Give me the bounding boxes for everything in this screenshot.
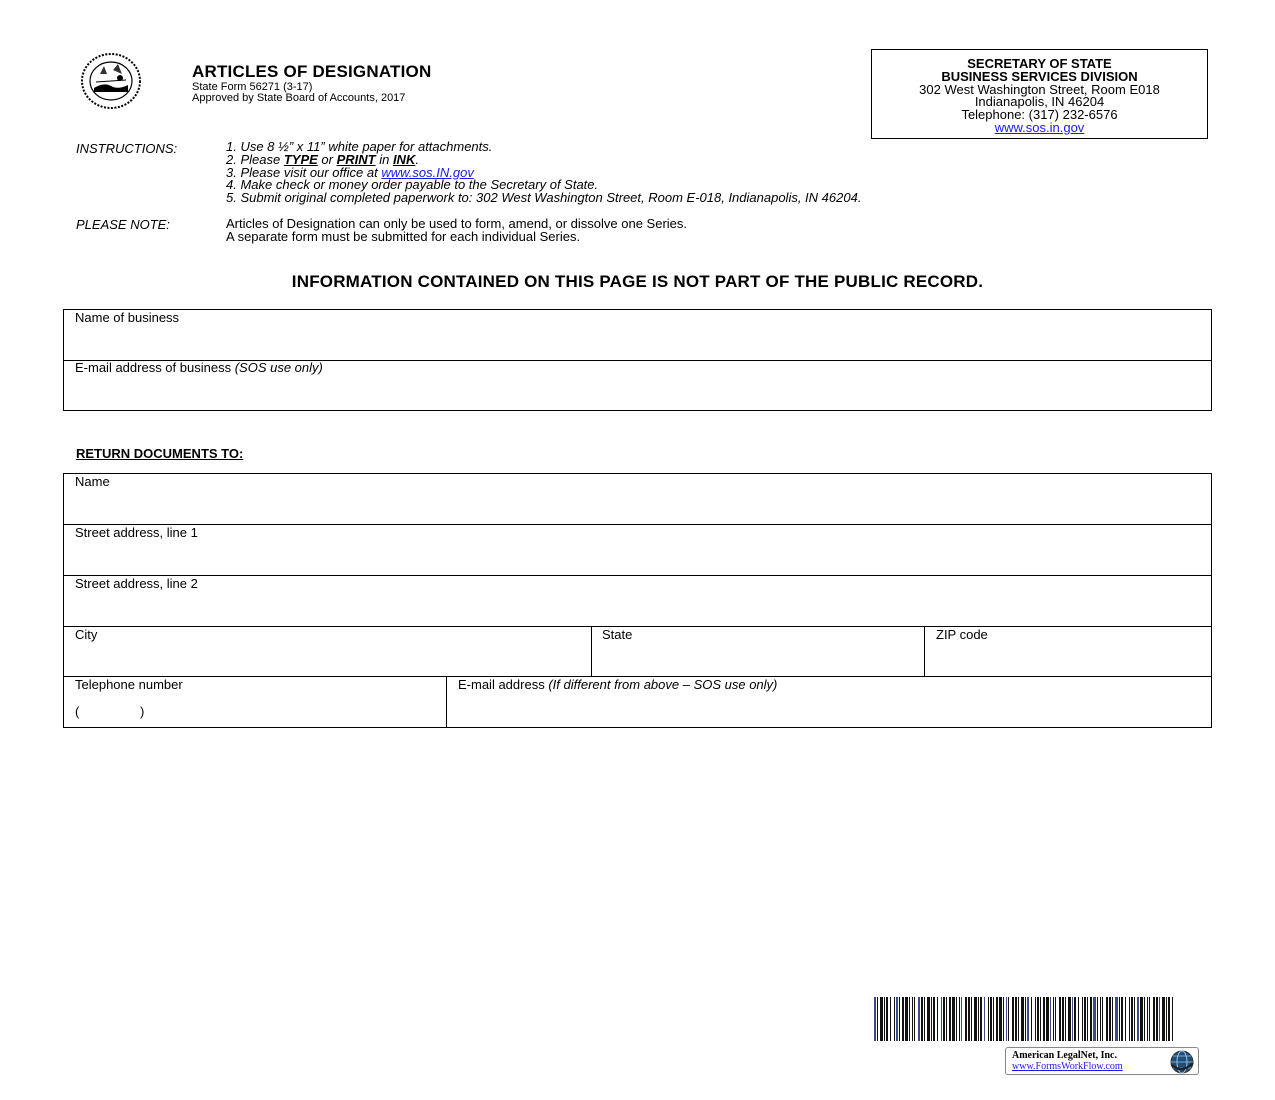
business-name-field-label: Name of business xyxy=(75,310,180,325)
barcode-icon xyxy=(874,997,1174,1041)
approval-note: Approved by State Board of Accounts, 2017 xyxy=(192,92,406,104)
street2-input[interactable] xyxy=(64,590,1211,625)
sos-website-link[interactable]: www.sos.in.gov xyxy=(994,119,1085,135)
state-input[interactable] xyxy=(592,641,923,675)
forms-workflow-link[interactable]: www.FormsWorkFlow.com xyxy=(1012,1061,1123,1072)
sos-division: BUSINESS SERVICES DIVISION xyxy=(941,68,1138,84)
return-name-label: Name xyxy=(75,474,110,489)
divider xyxy=(446,676,447,727)
sos-city: Indianapolis, IN 46204 xyxy=(974,94,1105,110)
note-line-2: A separate form must be submitted for each individual Series. xyxy=(226,229,581,244)
instruction-3: 3. Please visit our office at www.sos.IN.gov xyxy=(226,164,474,180)
sos-office-link[interactable]: www.sos.IN.gov xyxy=(381,164,474,180)
sos-title: SECRETARY OF STATE xyxy=(967,56,1112,71)
zip-label: ZIP code xyxy=(936,627,988,642)
divider xyxy=(64,575,1211,576)
form-number: State Form 56271 (3-17) xyxy=(192,81,313,93)
state-label: State xyxy=(602,627,633,642)
form-title: ARTICLES OF DESIGNATION xyxy=(192,62,432,81)
please-note-text xyxy=(226,217,687,243)
street2-label: Street address, line 2 xyxy=(75,576,198,591)
return-documents-heading: RETURN DOCUMENTS TO: xyxy=(76,446,244,461)
instruction-4: 4. Make check or money order payable to the Secretary of State. xyxy=(226,177,599,193)
american-legalnet-badge[interactable] xyxy=(1005,1047,1199,1075)
instruction-2: 2. Please TYPE or PRINT in INK. xyxy=(226,151,419,167)
city-input[interactable] xyxy=(64,641,590,675)
sos-street: 302 West Washington Street, Room E018 xyxy=(919,81,1160,97)
return-name-input[interactable] xyxy=(64,488,1211,523)
instruction-1: 1. Use 8 ½” x 11” white paper for attachments. xyxy=(226,139,493,154)
instructions-list xyxy=(226,141,861,205)
telephone-label: Telephone number xyxy=(75,677,183,692)
divider xyxy=(64,626,1211,627)
return-email-label: E-mail address (If different from above – SOS use only) xyxy=(458,677,778,692)
city-label: City xyxy=(75,627,98,642)
instruction-5: 5. Submit original completed paperwork to: 302 West Washington Street, Room E-018, Indianapolis, IN 46204. xyxy=(226,190,862,206)
business-name-input[interactable] xyxy=(64,324,1211,358)
divider xyxy=(64,524,1211,525)
area-code-open-paren: ( xyxy=(75,704,80,719)
business-email-field-label: E-mail address of business (SOS use only) xyxy=(75,360,323,375)
public-record-notice: INFORMATION CONTAINED ON THIS PAGE IS NOT PART OF THE PUBLIC RECORD. xyxy=(291,272,984,291)
return-documents-box xyxy=(63,473,1212,728)
sos-phone: Telephone: (317) 232-6576 xyxy=(961,107,1118,123)
type-emphasis: TYPE xyxy=(283,151,318,167)
street1-label: Street address, line 1 xyxy=(75,525,198,540)
business-info-box xyxy=(63,309,1212,411)
note-line-1: Articles of Designation can only be used to form, amend, or dissolve one Series. xyxy=(226,216,688,231)
area-code-close-paren: ) xyxy=(140,704,145,719)
company-name: American LegalNet, Inc. xyxy=(1012,1050,1117,1061)
return-email-input[interactable] xyxy=(448,691,1211,726)
instructions-label: INSTRUCTIONS: xyxy=(76,141,178,156)
indiana-seal-icon xyxy=(80,52,142,110)
telephone-input[interactable] xyxy=(64,691,445,726)
business-email-input[interactable] xyxy=(64,374,1211,410)
print-emphasis: PRINT xyxy=(336,151,376,167)
globe-logo-icon xyxy=(1169,1050,1195,1074)
ink-emphasis: INK xyxy=(392,151,416,167)
zip-input[interactable] xyxy=(925,641,1211,675)
please-note-label: PLEASE NOTE: xyxy=(76,217,170,232)
street1-input[interactable] xyxy=(64,539,1211,574)
secretary-of-state-box xyxy=(871,49,1208,139)
